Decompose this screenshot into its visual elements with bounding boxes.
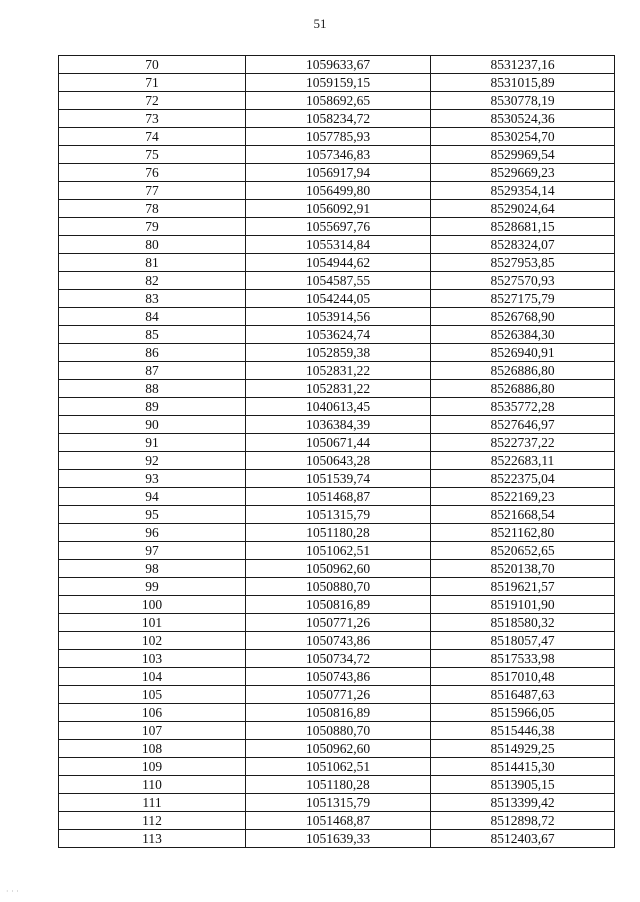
x-coordinate-cell: 1050880,70 [246, 722, 431, 740]
table-row [59, 236, 615, 254]
point-number-cell: 99 [59, 578, 246, 596]
y-coordinate-cell: 8519101,90 [431, 596, 615, 614]
table-row [59, 146, 615, 164]
table-row [59, 326, 615, 344]
x-coordinate-cell: 1050771,26 [246, 614, 431, 632]
table-row [59, 470, 615, 488]
y-coordinate-cell: 8517533,98 [431, 650, 615, 668]
y-coordinate-cell: 8514415,30 [431, 758, 615, 776]
point-number-cell: 94 [59, 488, 246, 506]
point-number-cell: 108 [59, 740, 246, 758]
y-coordinate-cell: 8529354,14 [431, 182, 615, 200]
point-number-cell: 87 [59, 362, 246, 380]
x-coordinate-cell: 1051639,33 [246, 830, 431, 848]
table-row [59, 434, 615, 452]
x-coordinate-cell: 1050734,72 [246, 650, 431, 668]
table-row [59, 542, 615, 560]
point-number-cell: 107 [59, 722, 246, 740]
point-number-cell: 111 [59, 794, 246, 812]
y-coordinate-cell: 8531237,16 [431, 56, 615, 74]
table-row [59, 290, 615, 308]
y-coordinate-cell: 8526886,80 [431, 380, 615, 398]
table-row [59, 758, 615, 776]
x-coordinate-cell: 1051468,87 [246, 488, 431, 506]
table-row [59, 614, 615, 632]
point-number-cell: 78 [59, 200, 246, 218]
table-row [59, 650, 615, 668]
x-coordinate-cell: 1050671,44 [246, 434, 431, 452]
table-row [59, 560, 615, 578]
y-coordinate-cell: 8520138,70 [431, 560, 615, 578]
point-number-cell: 101 [59, 614, 246, 632]
x-coordinate-cell: 1058234,72 [246, 110, 431, 128]
table-row [59, 794, 615, 812]
point-number-cell: 92 [59, 452, 246, 470]
x-coordinate-cell: 1050816,89 [246, 596, 431, 614]
x-coordinate-cell: 1050962,60 [246, 560, 431, 578]
y-coordinate-cell: 8517010,48 [431, 668, 615, 686]
point-number-cell: 89 [59, 398, 246, 416]
y-coordinate-cell: 8526384,30 [431, 326, 615, 344]
y-coordinate-cell: 8528324,07 [431, 236, 615, 254]
point-number-cell: 102 [59, 632, 246, 650]
y-coordinate-cell: 8530778,19 [431, 92, 615, 110]
table-row [59, 92, 615, 110]
point-number-cell: 112 [59, 812, 246, 830]
x-coordinate-cell: 1056499,80 [246, 182, 431, 200]
x-coordinate-cell: 1053624,74 [246, 326, 431, 344]
y-coordinate-cell: 8529669,23 [431, 164, 615, 182]
y-coordinate-cell: 8519621,57 [431, 578, 615, 596]
y-coordinate-cell: 8513905,15 [431, 776, 615, 794]
x-coordinate-cell: 1055697,76 [246, 218, 431, 236]
y-coordinate-cell: 8527646,97 [431, 416, 615, 434]
x-coordinate-cell: 1051315,79 [246, 506, 431, 524]
x-coordinate-cell: 1059633,67 [246, 56, 431, 74]
point-number-cell: 95 [59, 506, 246, 524]
table-row [59, 416, 615, 434]
x-coordinate-cell: 1051468,87 [246, 812, 431, 830]
y-coordinate-cell: 8512898,72 [431, 812, 615, 830]
y-coordinate-cell: 8531015,89 [431, 74, 615, 92]
table-row [59, 524, 615, 542]
y-coordinate-cell: 8527570,93 [431, 272, 615, 290]
point-number-cell: 84 [59, 308, 246, 326]
y-coordinate-cell: 8521162,80 [431, 524, 615, 542]
x-coordinate-cell: 1052859,38 [246, 344, 431, 362]
point-number-cell: 73 [59, 110, 246, 128]
point-number-cell: 70 [59, 56, 246, 74]
point-number-cell: 100 [59, 596, 246, 614]
point-number-cell: 106 [59, 704, 246, 722]
table-row [59, 218, 615, 236]
table-row [59, 704, 615, 722]
x-coordinate-cell: 1054944,62 [246, 254, 431, 272]
y-coordinate-cell: 8516487,63 [431, 686, 615, 704]
table-row [59, 398, 615, 416]
y-coordinate-cell: 8512403,67 [431, 830, 615, 848]
point-number-cell: 74 [59, 128, 246, 146]
y-coordinate-cell: 8518057,47 [431, 632, 615, 650]
y-coordinate-cell: 8526940,91 [431, 344, 615, 362]
y-coordinate-cell: 8522169,23 [431, 488, 615, 506]
y-coordinate-cell: 8535772,28 [431, 398, 615, 416]
point-number-cell: 90 [59, 416, 246, 434]
table-row [59, 344, 615, 362]
x-coordinate-cell: 1051180,28 [246, 524, 431, 542]
point-number-cell: 98 [59, 560, 246, 578]
y-coordinate-cell: 8515446,38 [431, 722, 615, 740]
point-number-cell: 75 [59, 146, 246, 164]
point-number-cell: 113 [59, 830, 246, 848]
y-coordinate-cell: 8526768,90 [431, 308, 615, 326]
y-coordinate-cell: 8530254,70 [431, 128, 615, 146]
coordinates-table-body [59, 56, 615, 848]
x-coordinate-cell: 1057785,93 [246, 128, 431, 146]
x-coordinate-cell: 1051180,28 [246, 776, 431, 794]
table-row [59, 776, 615, 794]
x-coordinate-cell: 1051539,74 [246, 470, 431, 488]
y-coordinate-cell: 8513399,42 [431, 794, 615, 812]
table-row [59, 128, 615, 146]
y-coordinate-cell: 8526886,80 [431, 362, 615, 380]
x-coordinate-cell: 1050771,26 [246, 686, 431, 704]
point-number-cell: 72 [59, 92, 246, 110]
x-coordinate-cell: 1054587,55 [246, 272, 431, 290]
table-row [59, 830, 615, 848]
x-coordinate-cell: 1052831,22 [246, 362, 431, 380]
table-row [59, 380, 615, 398]
y-coordinate-cell: 8527953,85 [431, 254, 615, 272]
y-coordinate-cell: 8522737,22 [431, 434, 615, 452]
table-row [59, 254, 615, 272]
x-coordinate-cell: 1050743,86 [246, 668, 431, 686]
table-row [59, 74, 615, 92]
table-row [59, 272, 615, 290]
point-number-cell: 79 [59, 218, 246, 236]
x-coordinate-cell: 1054244,05 [246, 290, 431, 308]
table-row [59, 668, 615, 686]
x-coordinate-cell: 1057346,83 [246, 146, 431, 164]
point-number-cell: 71 [59, 74, 246, 92]
x-coordinate-cell: 1040613,45 [246, 398, 431, 416]
y-coordinate-cell: 8529969,54 [431, 146, 615, 164]
y-coordinate-cell: 8514929,25 [431, 740, 615, 758]
point-number-cell: 80 [59, 236, 246, 254]
table-row [59, 56, 615, 74]
point-number-cell: 93 [59, 470, 246, 488]
x-coordinate-cell: 1056917,94 [246, 164, 431, 182]
table-row [59, 308, 615, 326]
point-number-cell: 104 [59, 668, 246, 686]
point-number-cell: 97 [59, 542, 246, 560]
point-number-cell: 96 [59, 524, 246, 542]
y-coordinate-cell: 8515966,05 [431, 704, 615, 722]
point-number-cell: 110 [59, 776, 246, 794]
x-coordinate-cell: 1053914,56 [246, 308, 431, 326]
point-number-cell: 109 [59, 758, 246, 776]
x-coordinate-cell: 1050816,89 [246, 704, 431, 722]
x-coordinate-cell: 1051315,79 [246, 794, 431, 812]
x-coordinate-cell: 1051062,51 [246, 542, 431, 560]
point-number-cell: 85 [59, 326, 246, 344]
page-number: 51 [313, 16, 327, 31]
y-coordinate-cell: 8527175,79 [431, 290, 615, 308]
point-number-cell: 77 [59, 182, 246, 200]
table-row [59, 722, 615, 740]
point-number-cell: 91 [59, 434, 246, 452]
point-number-cell: 81 [59, 254, 246, 272]
table-row [59, 362, 615, 380]
table-row [59, 164, 615, 182]
x-coordinate-cell: 1050743,86 [246, 632, 431, 650]
x-coordinate-cell: 1056092,91 [246, 200, 431, 218]
coordinates-table [58, 55, 615, 848]
y-coordinate-cell: 8530524,36 [431, 110, 615, 128]
x-coordinate-cell: 1036384,39 [246, 416, 431, 434]
table-row [59, 182, 615, 200]
table-row [59, 452, 615, 470]
table-row [59, 632, 615, 650]
table-row [59, 812, 615, 830]
point-number-cell: 103 [59, 650, 246, 668]
table-row [59, 488, 615, 506]
y-coordinate-cell: 8528681,15 [431, 218, 615, 236]
y-coordinate-cell: 8520652,65 [431, 542, 615, 560]
point-number-cell: 83 [59, 290, 246, 308]
y-coordinate-cell: 8521668,54 [431, 506, 615, 524]
point-number-cell: 88 [59, 380, 246, 398]
x-coordinate-cell: 1055314,84 [246, 236, 431, 254]
y-coordinate-cell: 8529024,64 [431, 200, 615, 218]
x-coordinate-cell: 1050962,60 [246, 740, 431, 758]
point-number-cell: 82 [59, 272, 246, 290]
table-row [59, 506, 615, 524]
table-row [59, 740, 615, 758]
x-coordinate-cell: 1050643,28 [246, 452, 431, 470]
table-row [59, 578, 615, 596]
x-coordinate-cell: 1058692,65 [246, 92, 431, 110]
table-row [59, 200, 615, 218]
y-coordinate-cell: 8522375,04 [431, 470, 615, 488]
x-coordinate-cell: 1059159,15 [246, 74, 431, 92]
x-coordinate-cell: 1051062,51 [246, 758, 431, 776]
point-number-cell: 86 [59, 344, 246, 362]
x-coordinate-cell: 1050880,70 [246, 578, 431, 596]
table-row [59, 686, 615, 704]
scan-margin-mark: · · · [6, 887, 19, 896]
y-coordinate-cell: 8522683,11 [431, 452, 615, 470]
x-coordinate-cell: 1052831,22 [246, 380, 431, 398]
y-coordinate-cell: 8518580,32 [431, 614, 615, 632]
table-row [59, 110, 615, 128]
table-row [59, 596, 615, 614]
point-number-cell: 76 [59, 164, 246, 182]
point-number-cell: 105 [59, 686, 246, 704]
